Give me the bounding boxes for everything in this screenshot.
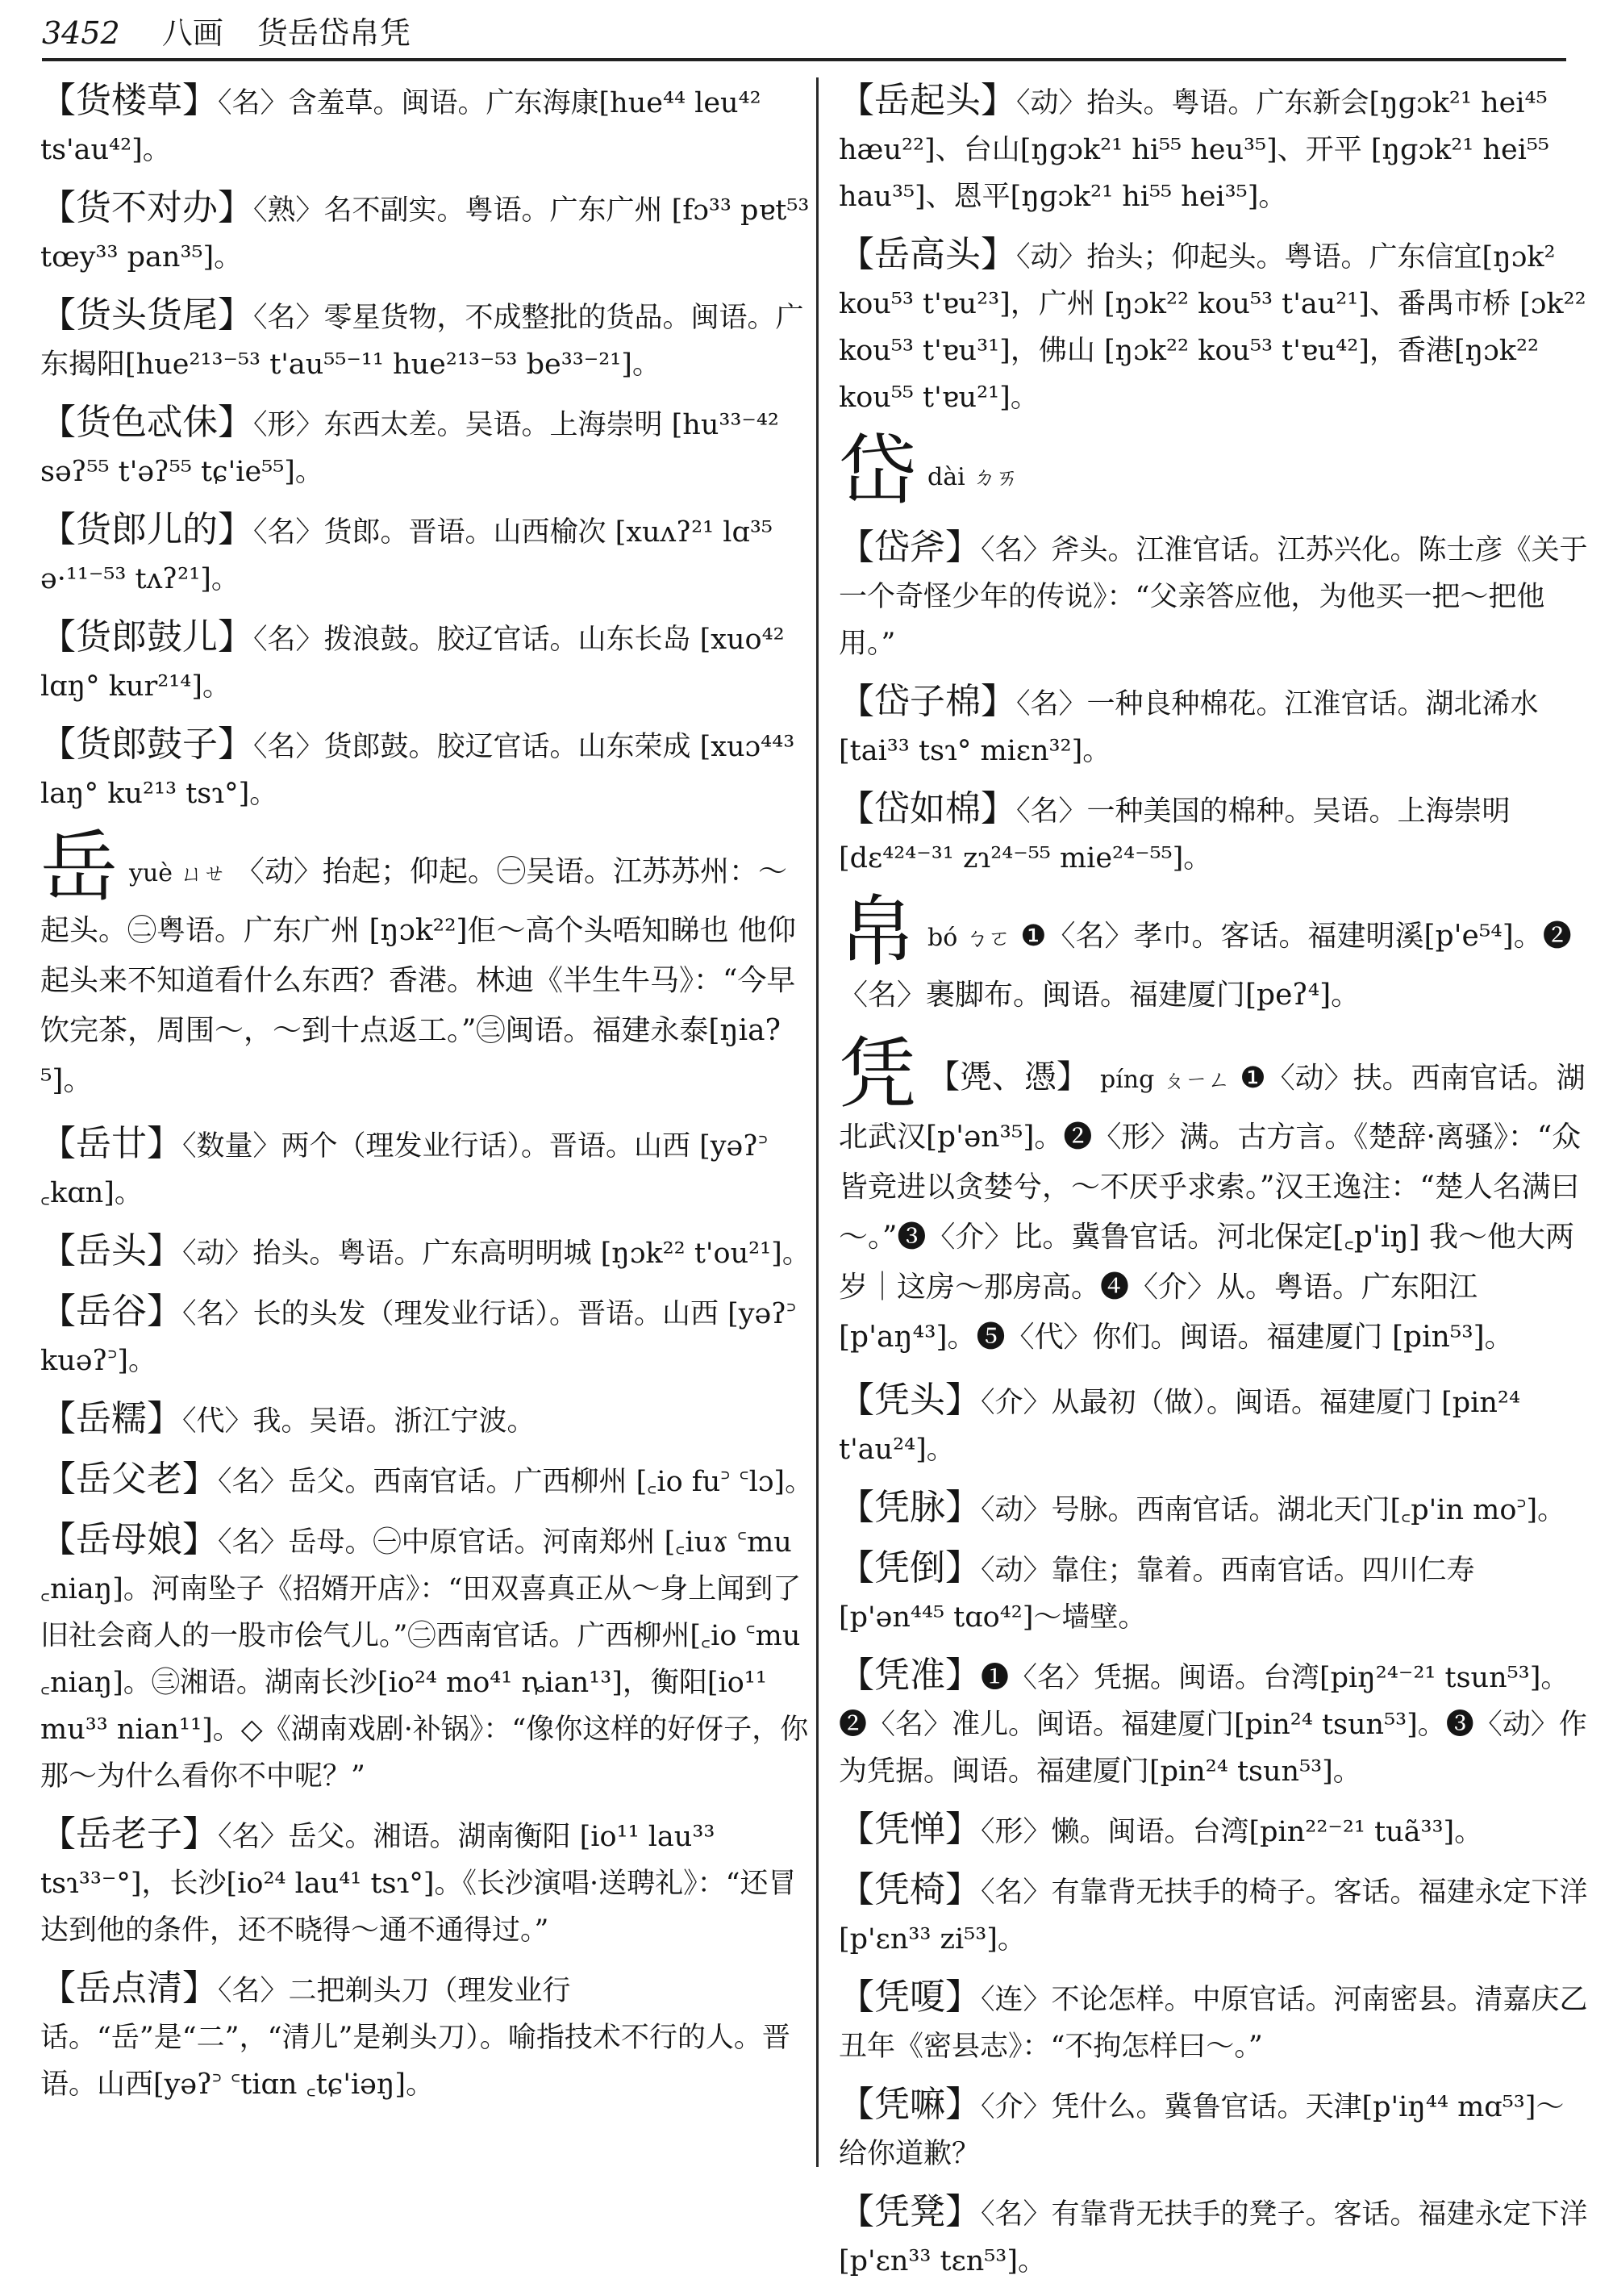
page-header [42,8,1566,61]
dictionary-entry [40,1811,815,1954]
head-character: 帛 [839,887,916,977]
entry-definition: 〈名〉一种良种棉花。江淮官话。湖北浠水 [tai³³ tsɿ° miɛn³²]。 [839,688,1539,767]
dictionary-entry [839,524,1589,667]
entry-headword: 【岳点清】 [40,1968,218,2009]
dictionary-entry [839,77,1589,220]
entry-definition: 〈连〉不论怎样。中原官话。河南密县。清嘉庆乙丑年《密县志》：“不拘怎样曰～。” [839,1984,1588,2063]
dictionary-entry [839,1974,1589,2070]
entry-headword: 【货郎鼓儿】 [40,616,253,657]
zhuyin: ㄅㄛ [965,925,1011,951]
entry-headword: 【凭脉】 [839,1487,981,1528]
entry-definition: 〈名〉货郎。晋语。山西榆次 [xuʌʔ²¹ lɑ³⁵ ə·¹¹⁻⁵³ tʌʔ²¹]。 [40,516,773,595]
dictionary-entry [839,1652,1589,1795]
entry-definition: 〈名〉拨浪鼓。胶辽官话。山东长岛 [xuo⁴² lɑŋ° kur²¹⁴]。 [40,624,785,703]
entry-definition: 〈名〉二把剃头刀（理发业行话。“岳”是“二”，“清儿”是剃头刀）。喻指技术不行的人。晋语。山西[yəʔ꜄ ꜂tiɑn ꜀tɕ'iəŋ]。 [40,1975,790,2101]
entry-definition: 〈名〉岳父。湘语。湖南衡阳 [io¹¹ lau³³ tsɿ³³⁻°]，长沙[io²⁴ lau⁴¹ tsɿ°]。《长沙演唱·送聘礼》：“还冒达到他的条件，还不晓得～通不通得过。” [40,1821,797,1947]
entry-definition: 〈名〉有靠背无扶手的椅子。客话。福建永定下洋[p'ɛn³³ zi⁵³]。 [839,1876,1588,1956]
entry-definition: 〈名〉长的头发（理发业行话）。晋语。山西 [yəʔ꜄ kuəʔ꜄]。 [40,1298,797,1377]
dictionary-entry [839,786,1589,882]
dictionary-entry [839,1867,1589,1963]
header-characters: 货岳岱帛凭 [256,15,411,51]
pinyin: bó [927,924,958,952]
entry-definition: 〈名〉有靠背无扶手的凳子。客话。福建永定下洋[p'ɛn³³ tɛn⁵³]。 [839,2198,1588,2277]
entry-headword: 【凭凳】 [839,2191,981,2232]
character-entry-bo [839,887,1589,1021]
dictionary-entry [40,507,815,603]
page-number: 3452 [42,15,120,51]
dictionary-entry [40,1456,815,1505]
zhuyin: ㄆㄧㄥ [1162,1067,1231,1093]
dictionary-entry [40,614,815,710]
entry-headword: 【岱斧】 [839,527,981,568]
dictionary-entry [40,1121,815,1217]
character-entry-dai [839,426,1589,516]
dictionary-entry [40,292,815,388]
entry-headword: 【货郎儿的】 [40,509,253,550]
entry-definition: 〈形〉懒。闽语。台湾[pin²²⁻²¹ tuã³³]。 [981,1816,1483,1848]
dictionary-entry [839,1806,1589,1856]
zhuyin: ㄩㄝ [181,860,227,887]
entry-headword: 【凭惮】 [839,1809,981,1850]
dictionary-entry [839,2081,1589,2177]
character-definition: ❶〈动〉扶。西南官话。湖北武汉[p'ən³⁵]。❷〈形〉满。古方言。《楚辞·离骚》：“众皆竞进以贪婪兮，～不厌乎求索。”汉王逸注：“楚人名满曰～。”❸〈介〉比。冀鲁官话。河北保定[꜀p'iŋ] 我～他大两岁｜这房～那房高。❹〈介〉从。粤语。广东阳江[p'aŋ⁴³]。❺〈代〉你们。闽语。福建厦门 [pin⁵³]。 [839,1062,1586,1354]
entry-headword: 【岳父老】 [40,1459,218,1500]
entry-definition: 〈动〉号脉。西南官话。湖北天门[꜀p'in mo꜄]。 [981,1494,1566,1526]
dictionary-entry [40,185,815,281]
dictionary-entry [40,1517,815,1800]
entry-headword: 【岳高头】 [839,234,1016,275]
entry-definition: 〈形〉东西太差。吴语。上海崇明 [hu³³⁻⁴² səʔ⁵⁵ t'əʔ⁵⁵ tɕ'ie⁵⁵]。 [40,409,779,488]
entry-headword: 【岳起头】 [839,80,1016,121]
entry-headword: 【货郎鼓子】 [40,724,253,765]
entry-definition: 〈数量〉两个（理发业行话）。晋语。山西 [yəʔ꜄ ꜀kɑn]。 [40,1130,769,1209]
entry-definition: 〈动〉抬头。粤语。广东高明明城 [ŋɔk²² t'ou²¹]。 [182,1238,811,1270]
entry-definition: 〈熟〉名不副实。粤语。广东广州 [fɔ³³ pɐt⁵³ tœy³³ pan³⁵]。 [40,194,810,273]
entry-headword: 【凭嘛】 [839,2084,981,2125]
pinyin: yuè [129,859,173,887]
entry-headword: 【岱子棉】 [839,681,1016,722]
entry-definition: 〈名〉岳母。㊀中原官话。河南郑州 [꜀iuɤ ꜂mu ꜀niaŋ]。河南坠子《招婿开店》：“田双喜真正从～身上闻到了旧社会商人的一股市侩气儿。”㊁西南官话。广西柳州[꜀io ꜂mu ꜀niaŋ]。㊂湘语。湖南长沙[io²⁴ mo⁴¹ ȵian¹³]，衡阳[io¹¹ mu³³ nian¹¹]。◇《湖南戏剧·补锅》：“像你这样的好伢子，你那～为什么看你不中呢？” [40,1526,809,1793]
entry-headword: 【凭头】 [839,1380,981,1421]
entry-definition: 〈名〉零星货物，不成整批的货品。闽语。广东揭阳[hue²¹³⁻⁵³ t'au⁵⁵⁻¹¹ hue²¹³⁻⁵³ be³³⁻²¹]。 [40,302,804,381]
character-definition: ❶〈名〉孝巾。客话。福建明溪[p'e⁵⁴]。❷〈名〉裹脚布。闽语。福建厦门[peʔ⁴]。 [839,920,1572,1012]
zhuyin: ㄉㄞ [973,464,1019,491]
right-column [839,77,1589,2296]
dictionary-entry [40,77,815,173]
pinyin: dài [927,463,965,491]
entry-headword: 【岳糯】 [40,1398,182,1439]
entry-headword: 【凭嗄】 [839,1977,981,2018]
head-character: 凭 [839,1029,916,1119]
entry-headword: 【货色忒佅】 [40,402,253,443]
entry-headword: 【岳老子】 [40,1814,218,1855]
dictionary-entry [839,1377,1589,1473]
head-character: 岱 [839,426,916,516]
dictionary-entry [839,1484,1589,1534]
entry-headword: 【货头货尾】 [40,294,253,336]
variant-forms: 【凴、憑】 [927,1058,1089,1096]
entry-definition: 〈名〉岳父。西南官话。广西柳州 [꜀io fu꜄ ꜂lɔ]。 [218,1466,814,1498]
entry-headword: 【凭准】 [839,1655,981,1696]
dictionary-entry [839,2189,1589,2285]
character-entry-ping [839,1029,1589,1363]
entry-headword: 【货不对办】 [40,187,253,228]
entry-definition: 〈介〉凭什么。冀鲁官话。天津[p'iŋ⁴⁴ mɑ⁵³]～给你道歉？ [839,2091,1565,2170]
dictionary-entry [40,1396,815,1445]
dictionary-entry [40,1228,815,1277]
dictionary-entry [839,678,1589,774]
entry-headword: 【岳谷】 [40,1291,182,1332]
pinyin: píng [1100,1066,1155,1094]
entry-headword: 【凭椅】 [839,1869,981,1910]
entry-definition: 〈名〉货郎鼓。胶辽官话。山东荣成 [xuɔ⁴⁴³ laŋ° ku²¹³ tsɿ°]。 [40,731,795,810]
character-entry-yue [40,822,815,1106]
entry-definition: 〈名〉斧头。江淮官话。江苏兴化。陈士彦《关于一个奇怪少年的传说》：“父亲答应他，为他买一把～把他用。” [839,534,1588,660]
entry-definition: 〈动〉抬头。粤语。广东新会[ŋɡɔk²¹ hei⁴⁵ hæu²²]、台山[ŋɡɔk²¹ hi⁵⁵ heu³⁵]、开平 [ŋɡɔk²¹ hei⁵⁵ hau³⁵]、恩平[ŋɡɔk²¹ hi⁵⁵ hei³⁵]。 [839,87,1549,213]
entry-headword: 【货楼草】 [40,80,218,121]
entry-definition: 〈动〉靠住；靠着。西南官话。四川仁寿 [p'ən⁴⁴⁵ tɑo⁴²]～墙壁。 [839,1555,1475,1634]
dictionary-entry [40,721,815,817]
dictionary-entry [40,1288,815,1384]
entry-headword: 【岱如棉】 [839,788,1016,829]
entry-definition: 〈介〉从最初（做）。闽语。福建厦门 [pin²⁴ t'au²⁴]。 [839,1387,1520,1466]
head-character: 岳 [40,822,118,912]
dictionary-entry [839,1545,1589,1641]
entry-headword: 【凭倒】 [839,1547,981,1588]
entry-headword: 【岳廿】 [40,1123,182,1164]
column-divider [816,77,819,2167]
left-column [40,77,815,2119]
dictionary-entry [839,232,1589,421]
character-definition: 〈动〉抬起；仰起。㊀吴语。江苏苏州：～起头。㊁粤语。广东广州 [ŋɔk²²]佢～高个头唔知睇也 他仰起头来不知道看什么东西？香港。林迪《半生牛马》：“今早饮完茶，周围～，～到十点返工。”㊂闽语。福建永泰[ŋia?⁵]。 [40,855,797,1097]
entry-headword: 【岳头】 [40,1230,182,1271]
dictionary-entry [40,1965,815,2108]
dictionary-entry [40,399,815,495]
entry-definition: 〈名〉含羞草。闽语。广东海康[hue⁴⁴ leu⁴² ts'au⁴²]。 [40,87,761,166]
stroke-section: 八画 [161,15,223,51]
entry-definition: 〈名〉一种美国的棉种。吴语。上海崇明 [dɛ⁴²⁴⁻³¹ zɿ²⁴⁻⁵⁵ mie²⁴⁻⁵⁵]。 [839,795,1511,875]
entry-definition: 〈动〉抬头；仰起头。粤语。广东信宜[ŋɔk² kou⁵³ t'ɐu²³]，广州 [ŋɔk²² kou⁵³ t'au²¹]、番禺市桥 [ɔk²² kou⁵³ t'ɐu³¹]，佛山 [ŋɔk²² kou⁵³ t'ɐu⁴²]，香港[ŋɔk²² kou⁵⁵ t'ɐu²¹]。 [839,241,1586,414]
entry-definition: ❶〈名〉凭据。闽语。台湾[piŋ²⁴⁻²¹ tsun⁵³]。❷〈名〉准儿。闽语。福建厦门[pin²⁴ tsun⁵³]。❸〈动〉作为凭据。闽语。福建厦门[pin²⁴ tsun⁵³]。 [839,1662,1587,1788]
entry-definition: 〈代〉我。吴语。浙江宁波。 [182,1405,536,1438]
entry-headword: 【岳母娘】 [40,1519,218,1560]
